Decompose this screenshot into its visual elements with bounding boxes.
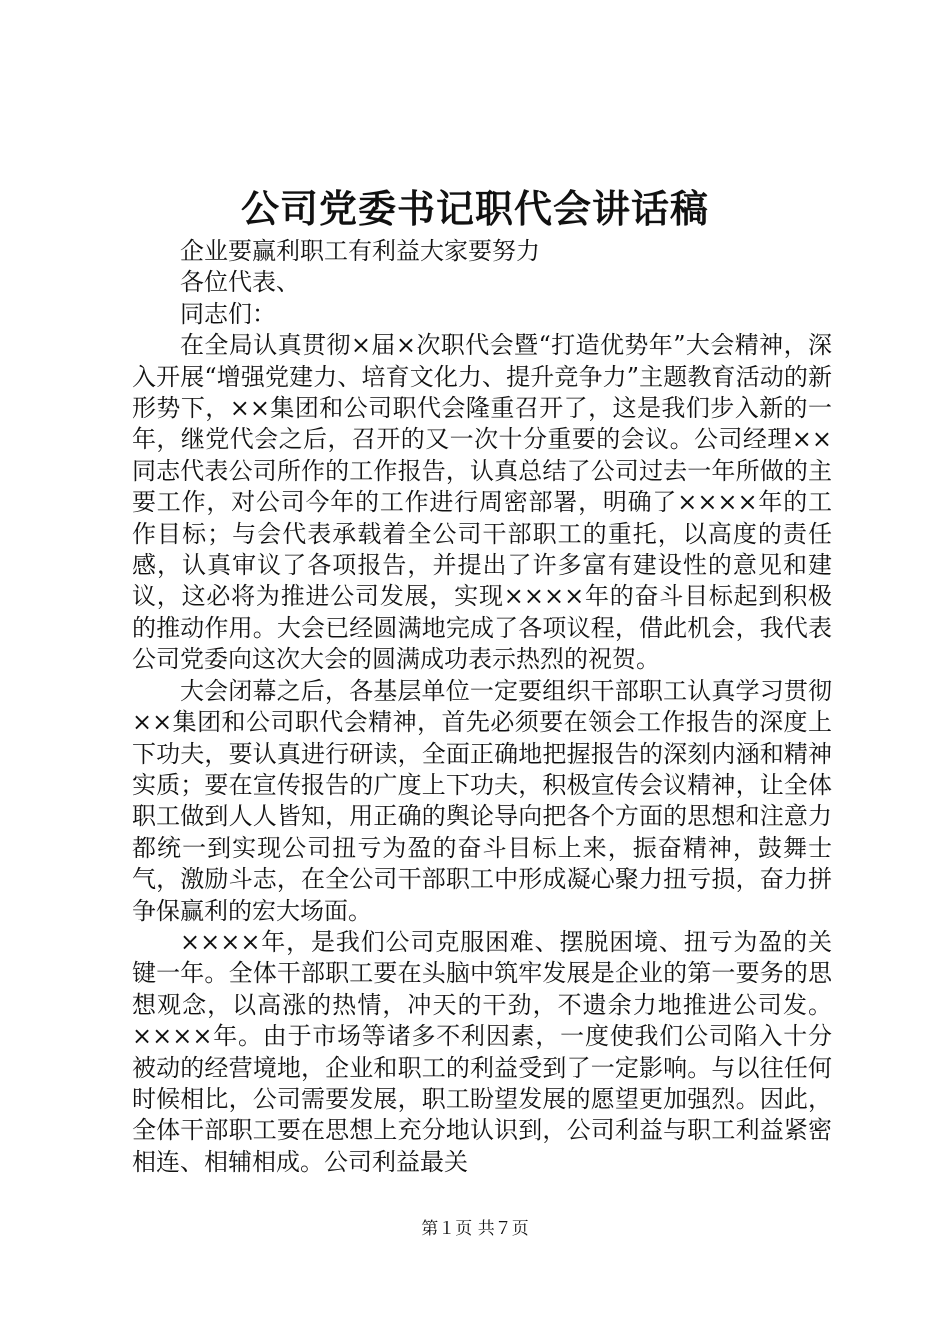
- document-title: 公司党委书记职代会讲话稿: [240, 186, 709, 231]
- page-number-footer: 第１页 共７页: [421, 1219, 529, 1239]
- document-subtitle: 企业要赢利职工有利益大家要努力: [180, 237, 540, 265]
- document-body: [132, 236, 832, 1178]
- salutation-line-1: 各位代表、: [180, 268, 300, 297]
- paragraph-2: 大会闭幕之后，各基层单位一定要组织干部职工认真学习贯彻××集团和公司职代会精神，首先必须要在领会工作报告的深度上下功夫，要认真进行研读，全面正确地把握报告的深刻内涵和精神实质；要在宣传报告的广度上下功夫，积极宣传会议精神，让全体职工做到人人皆知，用正确的舆论导向把各个方面的思想和注意力都统一到实现公司扭亏为盈的奋斗目标上来，振奋精神，鼓舞士气，激励斗志，在全公司干部职工中形成凝心聚力扭亏损，奋力拼争保赢利的宏大场面。: [132, 676, 832, 925]
- salutation-line-2: 同志们：: [180, 299, 276, 328]
- paragraph-3: ××××年，是我们公司克服困难、摆脱困境、扭亏为盈的关键一年。全体干部职工要在头脑中筑牢发展是企业的第一要务的思想观念，以高涨的热情，冲天的干劲，不遗余力地推进公司发。××××年。由于市场等诸多不利因素，一度使我们公司陷入十分被动的经营境地，企业和职工的利益受到了一定影响。与以往任何时候相比，公司需要发展，职工盼望发展的愿望更加强烈。因此，全体干部职工要在思想上充分地认识到，公司利益与职工利益紧密相连、相辅相成。公司利益最关: [132, 927, 832, 1176]
- paragraph-1: 在全局认真贯彻×届×次职代会暨“打造优势年”大会精神，深入开展“增强党建力、培育文化力、提升竞争力”主题教育活动的新形势下，××集团和公司职代会隆重召开了，这是我们步入新的一年，继党代会之后，召开的又一次十分重要的会议。公司经理××同志代表公司所作的工作报告，认真总结了公司过去一年所做的主要工作，对公司今年的工作进行周密部署，明确了××××年的工作目标；与会代表承载着全公司干部职工的重托，以高度的责任感，认真审议了各项报告，并提出了许多富有建设性的意见和建议，这必将为推进公司发展，实现××××年的奋斗目标起到积极的推动作用。大会已经圆满地完成了各项议程，借此机会，我代表公司党委向这次大会的圆满成功表示热烈的祝贺。: [132, 331, 832, 674]
